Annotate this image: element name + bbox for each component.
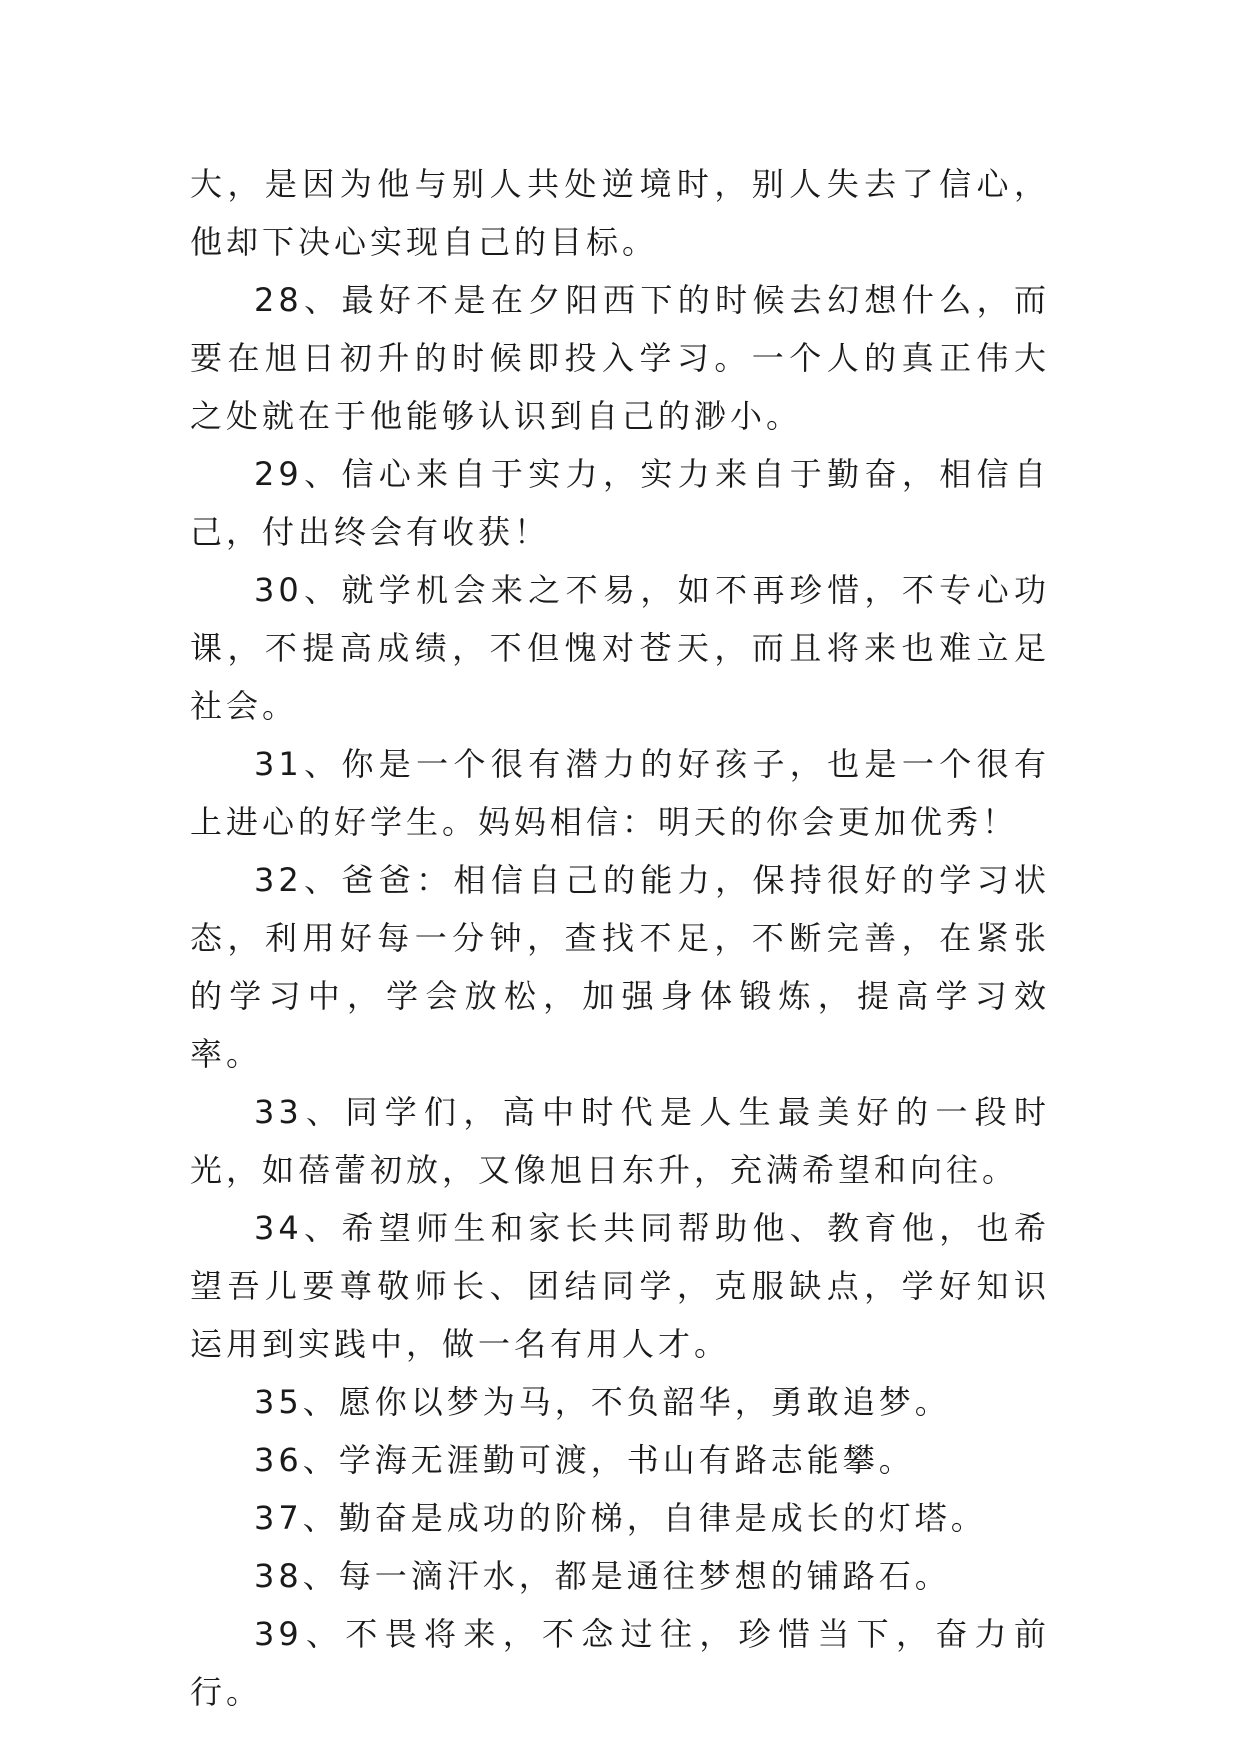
paragraph-39: 39、不畏将来，不念过往，珍惜当下，奋力前行。	[190, 1615, 1050, 1711]
paragraph-33: 33、同学们，高中时代是人生最美好的一段时光，如蓓蕾初放，又像旭日东升，充满希望和向往。	[190, 1093, 1050, 1189]
paragraph-32: 32、爸爸：相信自己的能力，保持很好的学习状态，利用好每一分钟，查找不足，不断完善，在紧张的学习中，学会放松，加强身体锻炼，提高学习效率。	[190, 861, 1050, 1073]
paragraph-31: 31、你是一个很有潜力的好孩子，也是一个很有上进心的好学生。妈妈相信：明天的你会更加优秀！	[190, 745, 1050, 841]
paragraph-36: 36、学海无涯勤可渡，书山有路志能攀。	[254, 1441, 915, 1479]
paragraph-28: 28、最好不是在夕阳西下的时候去幻想什么，而要在旭日初升的时候即投入学习。一个人的真正伟大之处就在于他能够认识到自己的渺小。	[190, 281, 1050, 435]
paragraph-34: 34、希望师生和家长共同帮助他、教育他，也希望吾儿要尊敬师长、团结同学，克服缺点，学好知识运用到实践中，做一名有用人才。	[190, 1209, 1050, 1363]
paragraph-continued: 大，是因为他与别人共处逆境时，别人失去了信心，他却下决心实现自己的目标。	[190, 165, 1050, 261]
paragraph-38: 38、每一滴汗水，都是通往梦想的铺路石。	[254, 1557, 951, 1595]
paragraph-35: 35、愿你以梦为马，不负韶华，勇敢追梦。	[254, 1383, 951, 1421]
document-body	[190, 155, 1050, 1721]
paragraph-37: 37、勤奋是成功的阶梯，自律是成长的灯塔。	[254, 1499, 987, 1537]
paragraph-29: 29、信心来自于实力，实力来自于勤奋，相信自己，付出终会有收获！	[190, 455, 1050, 551]
paragraph-30: 30、就学机会来之不易，如不再珍惜，不专心功课，不提高成绩，不但愧对苍天，而且将来也难立足社会。	[190, 571, 1050, 725]
